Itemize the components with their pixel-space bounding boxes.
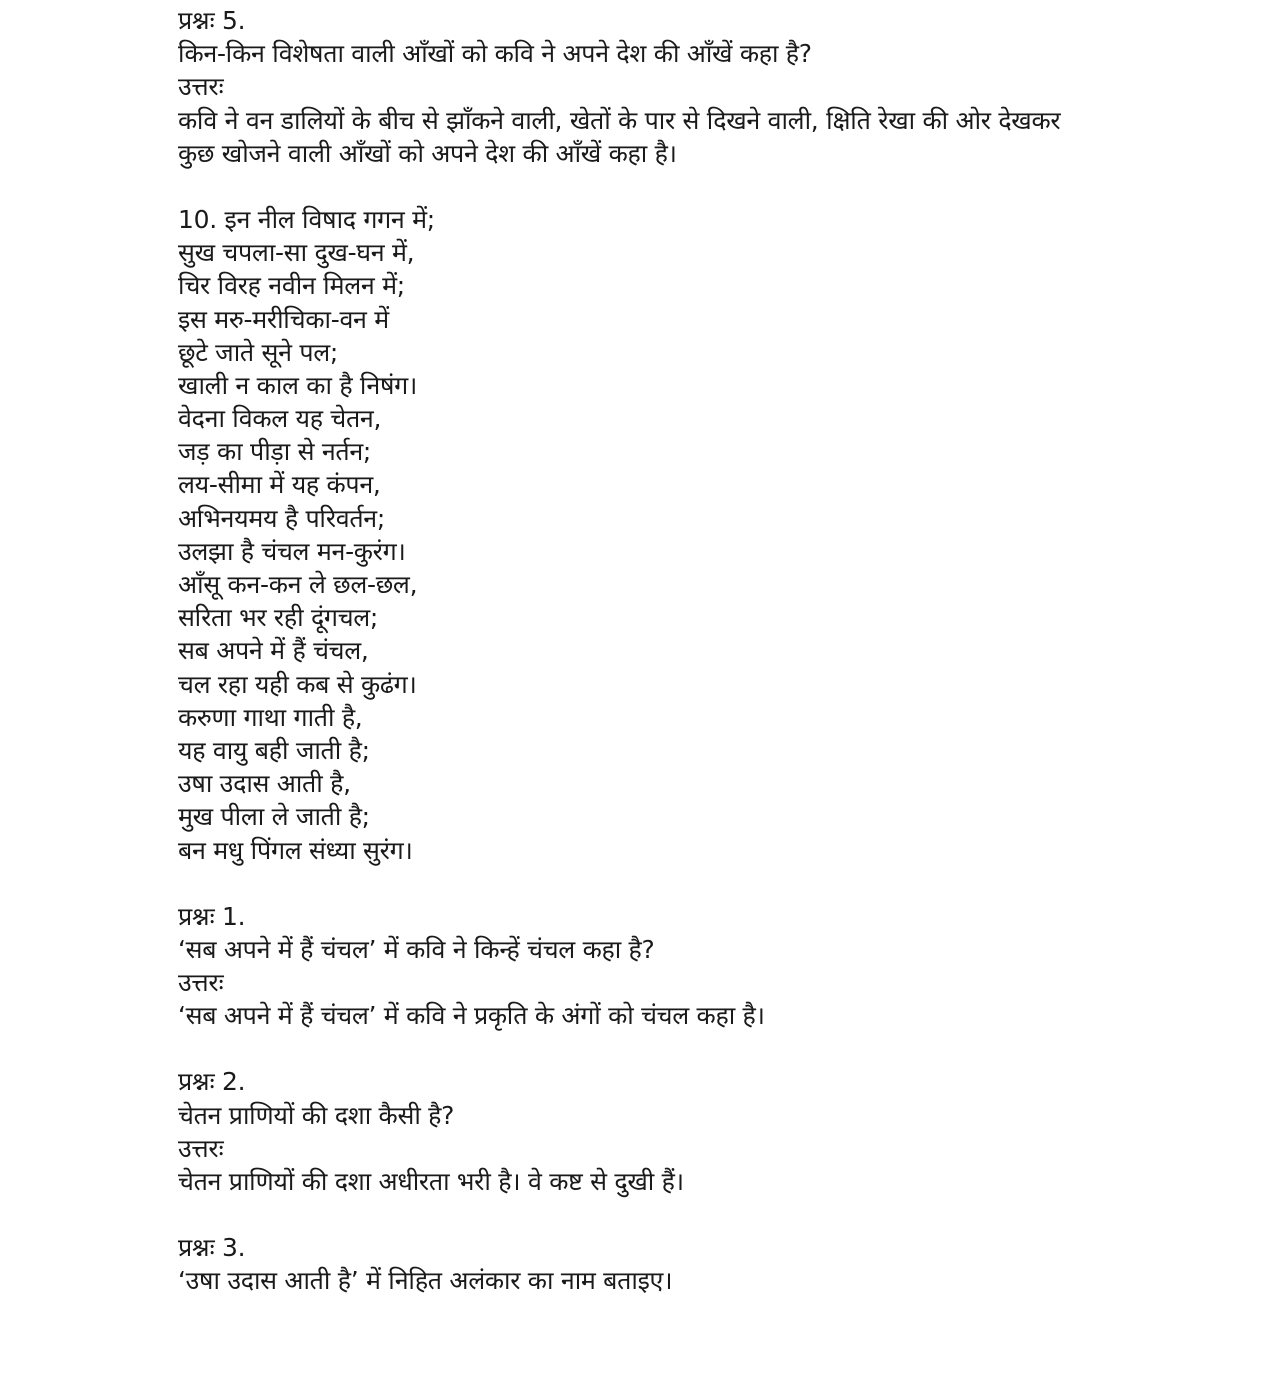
- answer-text: ‘सब अपने में हैं चंचल’ में कवि ने प्रकृति के अंगों को चंचल कहा है।: [178, 1001, 765, 1031]
- answer-text-line: कुछ खोजने वाली आँखों को अपने देश की आँखें कहा है।: [178, 138, 677, 168]
- poem-line: सरिता भर रही दूंगचल;: [178, 603, 379, 633]
- poem-line: वेदना विकल यह चेतन,: [178, 404, 382, 434]
- spacer: [178, 1032, 1238, 1065]
- poem-line: छूटे जाते सूने पल;: [178, 337, 338, 367]
- answer-label: उत्तरः: [178, 1133, 224, 1163]
- question-label: प्रश्नः 1.: [178, 901, 246, 931]
- poem-line: चिर विरह नवीन मिलन में;: [178, 271, 405, 301]
- spacer: [178, 1198, 1238, 1231]
- poem-line: चल रहा यही कब से कुढंग।: [178, 669, 417, 699]
- poem-line: 10. इन नील विषाद गगन में;: [178, 204, 435, 234]
- poem-line: उलझा है चंचल मन-कुरंग।: [178, 536, 406, 566]
- poem-line: लय-सीमा में यह कंपन,: [178, 470, 381, 500]
- question-label: प्रश्नः 5.: [178, 6, 246, 35]
- poem-line: खाली न काल का है निषंग।: [178, 370, 418, 400]
- question-text: ‘उषा उदास आती है’ में निहित अलंकार का नाम बताइए।: [178, 1266, 673, 1296]
- question-label: प्रश्नः 3.: [178, 1233, 246, 1263]
- poem-line: मुख पीला ले जाती है;: [178, 802, 370, 832]
- spacer: [178, 867, 1238, 900]
- poem-line: करुणा गाथा गाती है,: [178, 702, 363, 732]
- spacer: [178, 170, 1238, 203]
- question-text: किन-किन विशेषता वाली आँखों को कवि ने अपने देश की आँखें कहा है?: [178, 39, 812, 69]
- question-2-block: [178, 1065, 1238, 1198]
- document-body: [178, 4, 1238, 1298]
- poem-line: इस मरु-मरीचिका-वन में: [178, 304, 389, 334]
- question-3-block: [178, 1231, 1238, 1297]
- answer-label: उत्तरः: [178, 72, 224, 102]
- poem-line: आँसू कन-कन ले छल-छल,: [178, 570, 418, 599]
- question-5-block: [178, 4, 1238, 170]
- question-label: प्रश्नः 2.: [178, 1067, 246, 1097]
- answer-label: उत्तरः: [178, 968, 224, 998]
- poem-line: उषा उदास आती है,: [178, 769, 351, 799]
- question-text: चेतन प्राणियों की दशा कैसी है?: [178, 1100, 455, 1130]
- poem-line: यह वायु बही जाती है;: [178, 735, 370, 765]
- poem-stanza: [178, 203, 1238, 867]
- question-1-block: [178, 900, 1238, 1033]
- poem-line: सब अपने में हैं चंचल,: [178, 636, 369, 666]
- poem-line: बन मधु पिंगल संध्या सुरंग।: [178, 835, 413, 865]
- answer-text: चेतन प्राणियों की दशा अधीरता भरी है। वे कष्ट से दुखी हैं।: [178, 1167, 684, 1196]
- question-text: ‘सब अपने में हैं चंचल’ में कवि ने किन्हें चंचल कहा है?: [178, 934, 655, 964]
- answer-text-line: कवि ने वन डालियों के बीच से झाँकने वाली, खेतों के पार से दिखने वाली, क्षिति रेखा की ओर देखकर: [178, 105, 1061, 135]
- poem-line: जड़ का पीड़ा से नर्तन;: [178, 437, 372, 467]
- poem-line: अभिनयमय है परिवर्तन;: [178, 503, 385, 533]
- poem-line: सुख चपला-सा दुख-घन में,: [178, 238, 415, 268]
